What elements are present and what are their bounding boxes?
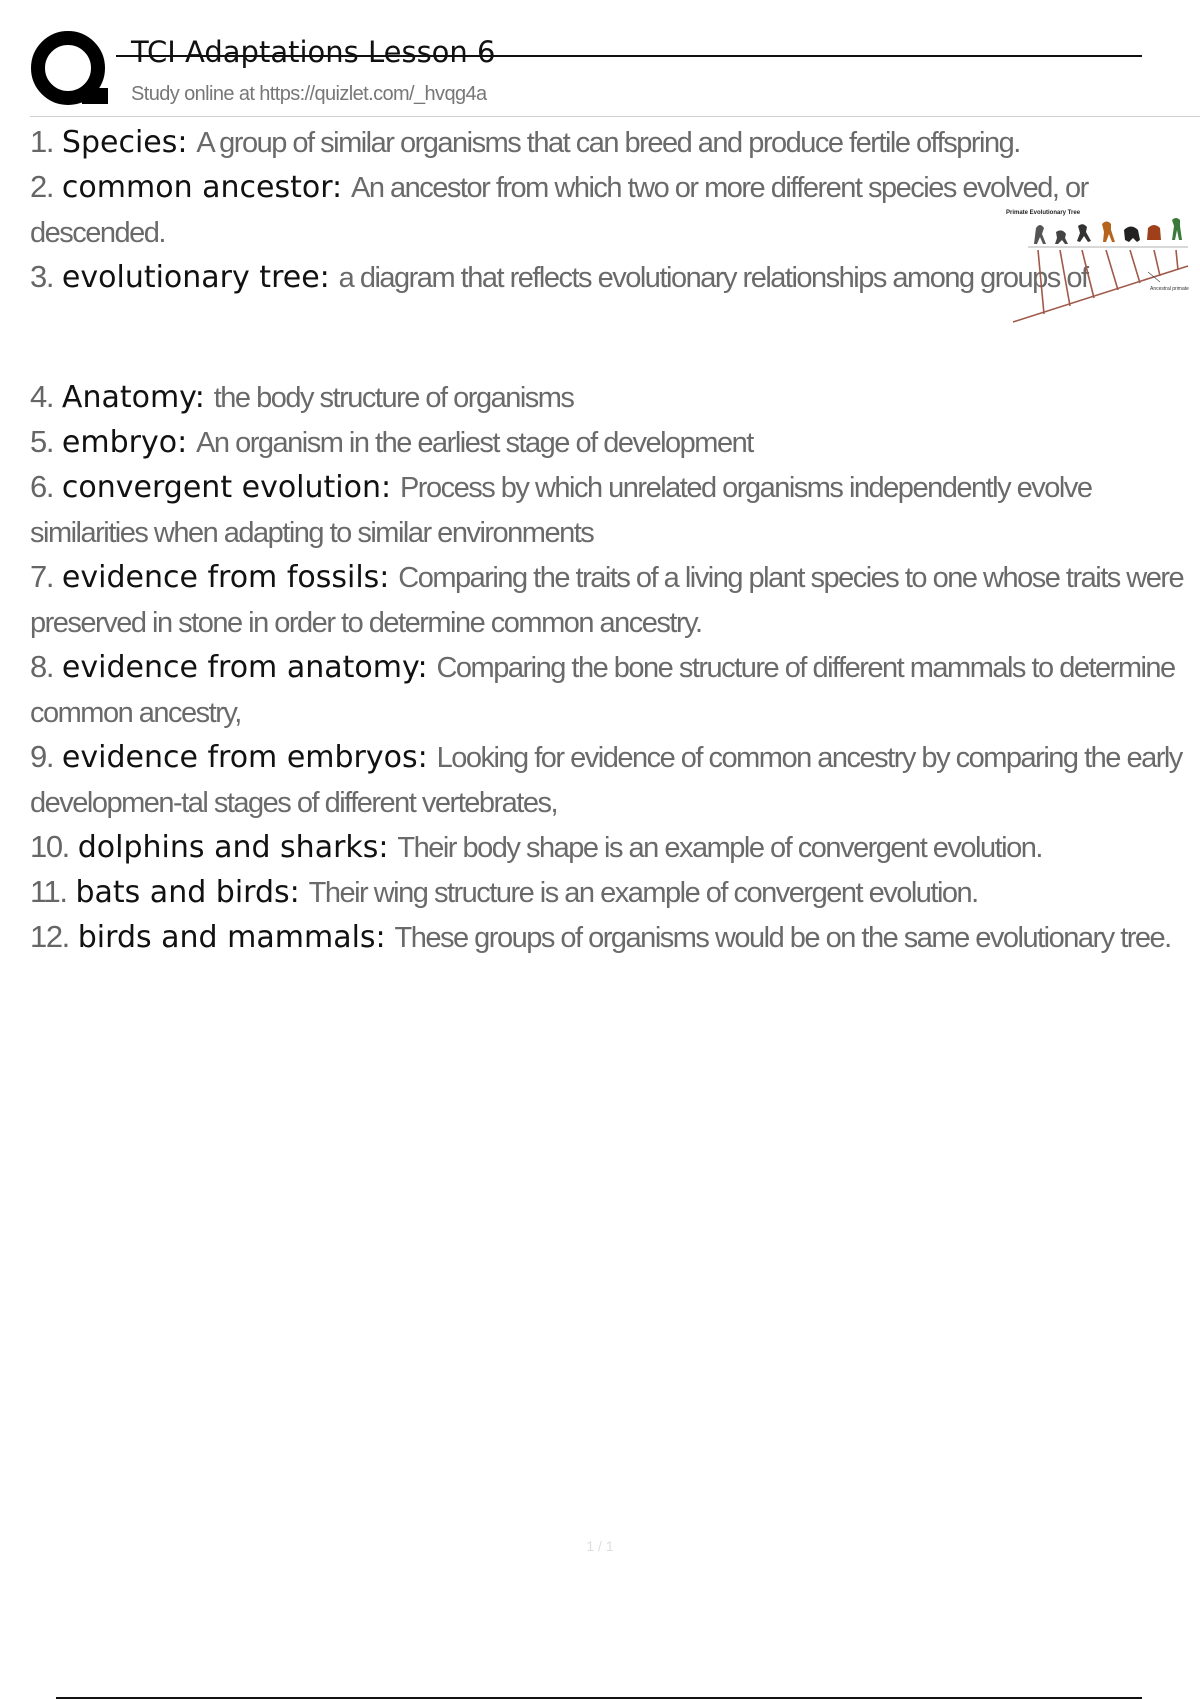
primate-evolutionary-tree-image	[998, 206, 1198, 326]
term-item	[30, 645, 1195, 735]
quizlet-logo-icon	[30, 30, 110, 110]
term-number: 6.	[30, 469, 54, 504]
term-item	[30, 420, 1195, 465]
term-number: 1.	[30, 124, 54, 159]
term-item	[30, 375, 1195, 420]
term-definition: Their wing structure is an example of convergent evolution.	[308, 877, 978, 909]
term-number: 9.	[30, 739, 54, 774]
term-word: dolphins and sharks:	[77, 830, 389, 865]
term-definition: These groups of organisms would be on the same evolutionary tree.	[394, 922, 1171, 954]
term-word: convergent evolution:	[61, 470, 392, 505]
primate-silhouettes	[1034, 218, 1182, 244]
document-title: TCI Adaptations Lesson 6	[131, 35, 496, 69]
term-number: 12.	[30, 919, 69, 954]
term-item	[30, 825, 1195, 870]
term-definition: A group of similar organisms that can breed and produce fertile offspring.	[196, 127, 1020, 159]
term-definition: Process by which unrelated organisms independently evolve similarities when adapting to similar environments	[30, 472, 1092, 549]
term-number: 10.	[30, 829, 69, 864]
term-definition: Their body shape is an example of convergent evolution.	[397, 832, 1042, 864]
term-item	[30, 915, 1195, 960]
term-word: common ancestor:	[61, 170, 343, 205]
term-definition: An ancestor from which two or more different species evolved, or descended.	[30, 172, 1088, 249]
term-item	[30, 120, 1195, 165]
figure-title-text: Primate Evolutionary Tree	[1006, 210, 1081, 216]
term-word: bats and birds:	[75, 875, 300, 910]
term-definition: Comparing the traits of a living plant species to one whose traits were preserved in stone in order to determine common ancestry.	[30, 562, 1184, 639]
term-word: evidence from anatomy:	[61, 650, 428, 685]
term-word: Anatomy:	[61, 380, 205, 415]
term-item	[30, 735, 1195, 825]
term-definition: a diagram that reflects evolutionary relationships among groups of	[338, 262, 1088, 294]
term-number: 2.	[30, 169, 54, 204]
term-definition: An organism in the earliest stage of development	[196, 427, 753, 459]
term-item	[30, 465, 1195, 555]
term-word: embryo:	[61, 425, 188, 460]
term-word: evolutionary tree:	[61, 260, 330, 295]
term-word: evidence from embryos:	[61, 740, 428, 775]
header-divider	[30, 116, 1200, 117]
term-number: 5.	[30, 424, 54, 459]
term-definition: Comparing the bone structure of different mammals to determine common ancestry,	[30, 652, 1175, 729]
term-number: 3.	[30, 259, 54, 294]
term-word: Species:	[61, 125, 188, 160]
title-strikethrough-rule	[116, 55, 1142, 57]
term-word: birds and mammals:	[77, 920, 386, 955]
term-definition: the body structure of organisms	[213, 382, 574, 414]
footer-rule	[56, 1697, 1142, 1699]
ancestral-primate-label: Ancestral primate	[1150, 286, 1189, 292]
term-number: 4.	[30, 379, 54, 414]
term-definition: Looking for evidence of common ancestry by comparing the early developmen-tal stages of different vertebrates,	[30, 742, 1182, 819]
study-online-link[interactable]: Study online at https://quizlet.com/_hvqg4a	[131, 83, 487, 105]
term-item	[30, 555, 1195, 645]
term-number: 7.	[30, 559, 54, 594]
term-number: 8.	[30, 649, 54, 684]
term-item	[30, 870, 1195, 915]
page-number: 1 / 1	[586, 1538, 614, 1554]
term-word: evidence from fossils:	[61, 560, 390, 595]
term-number: 11.	[30, 874, 67, 909]
